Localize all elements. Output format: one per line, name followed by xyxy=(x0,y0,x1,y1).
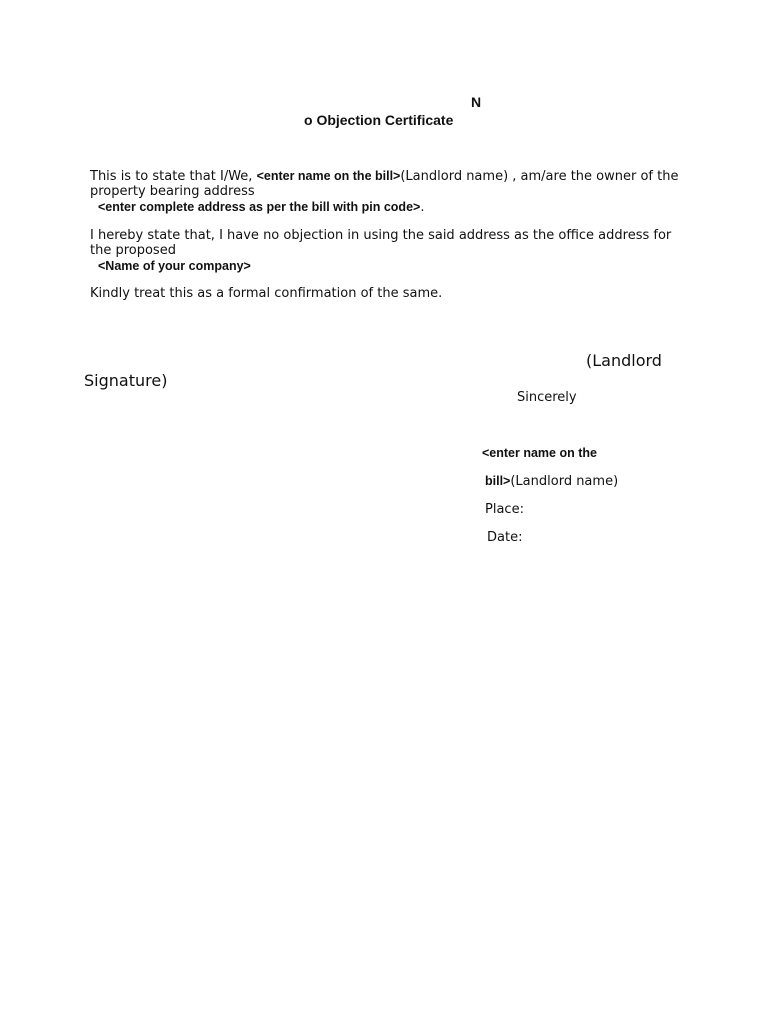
closing-bill-line xyxy=(485,474,618,489)
company-line xyxy=(90,259,690,274)
signature-label: Signature) xyxy=(84,371,168,390)
address-line xyxy=(90,200,690,215)
ownership-intro: This is to state that I/We, xyxy=(90,169,257,184)
name-placeholder: <enter name on the bill> xyxy=(256,169,401,183)
title-first-letter: N xyxy=(471,94,482,110)
no-objection-text: I hereby state that, I have no objection in using the said address as the office address for the proposed xyxy=(90,228,672,258)
place-label: Place: xyxy=(485,502,524,517)
ownership-paragraph xyxy=(90,169,690,215)
closing-bill-placeholder: bill> xyxy=(485,474,511,488)
page-title: o Objection Certificate xyxy=(304,112,454,128)
date-label: Date: xyxy=(487,530,523,545)
company-placeholder: <Name of your company> xyxy=(98,259,251,273)
closing-name-placeholder: <enter name on the xyxy=(482,446,597,460)
closing-landlord-name: (Landlord name) xyxy=(510,474,619,489)
ownership-text: (Landlord name) , am/are the owner of the property bearing address xyxy=(90,169,679,199)
address-end: . xyxy=(420,200,425,215)
confirmation-paragraph: Kindly treat this as a formal confirmation of the same. xyxy=(90,286,443,301)
address-placeholder: <enter complete address as per the bill with pin code> xyxy=(98,200,421,214)
sincerely-text: Sincerely xyxy=(517,390,577,405)
no-objection-paragraph xyxy=(90,228,690,274)
signature-landlord-text: (Landlord xyxy=(586,351,662,370)
